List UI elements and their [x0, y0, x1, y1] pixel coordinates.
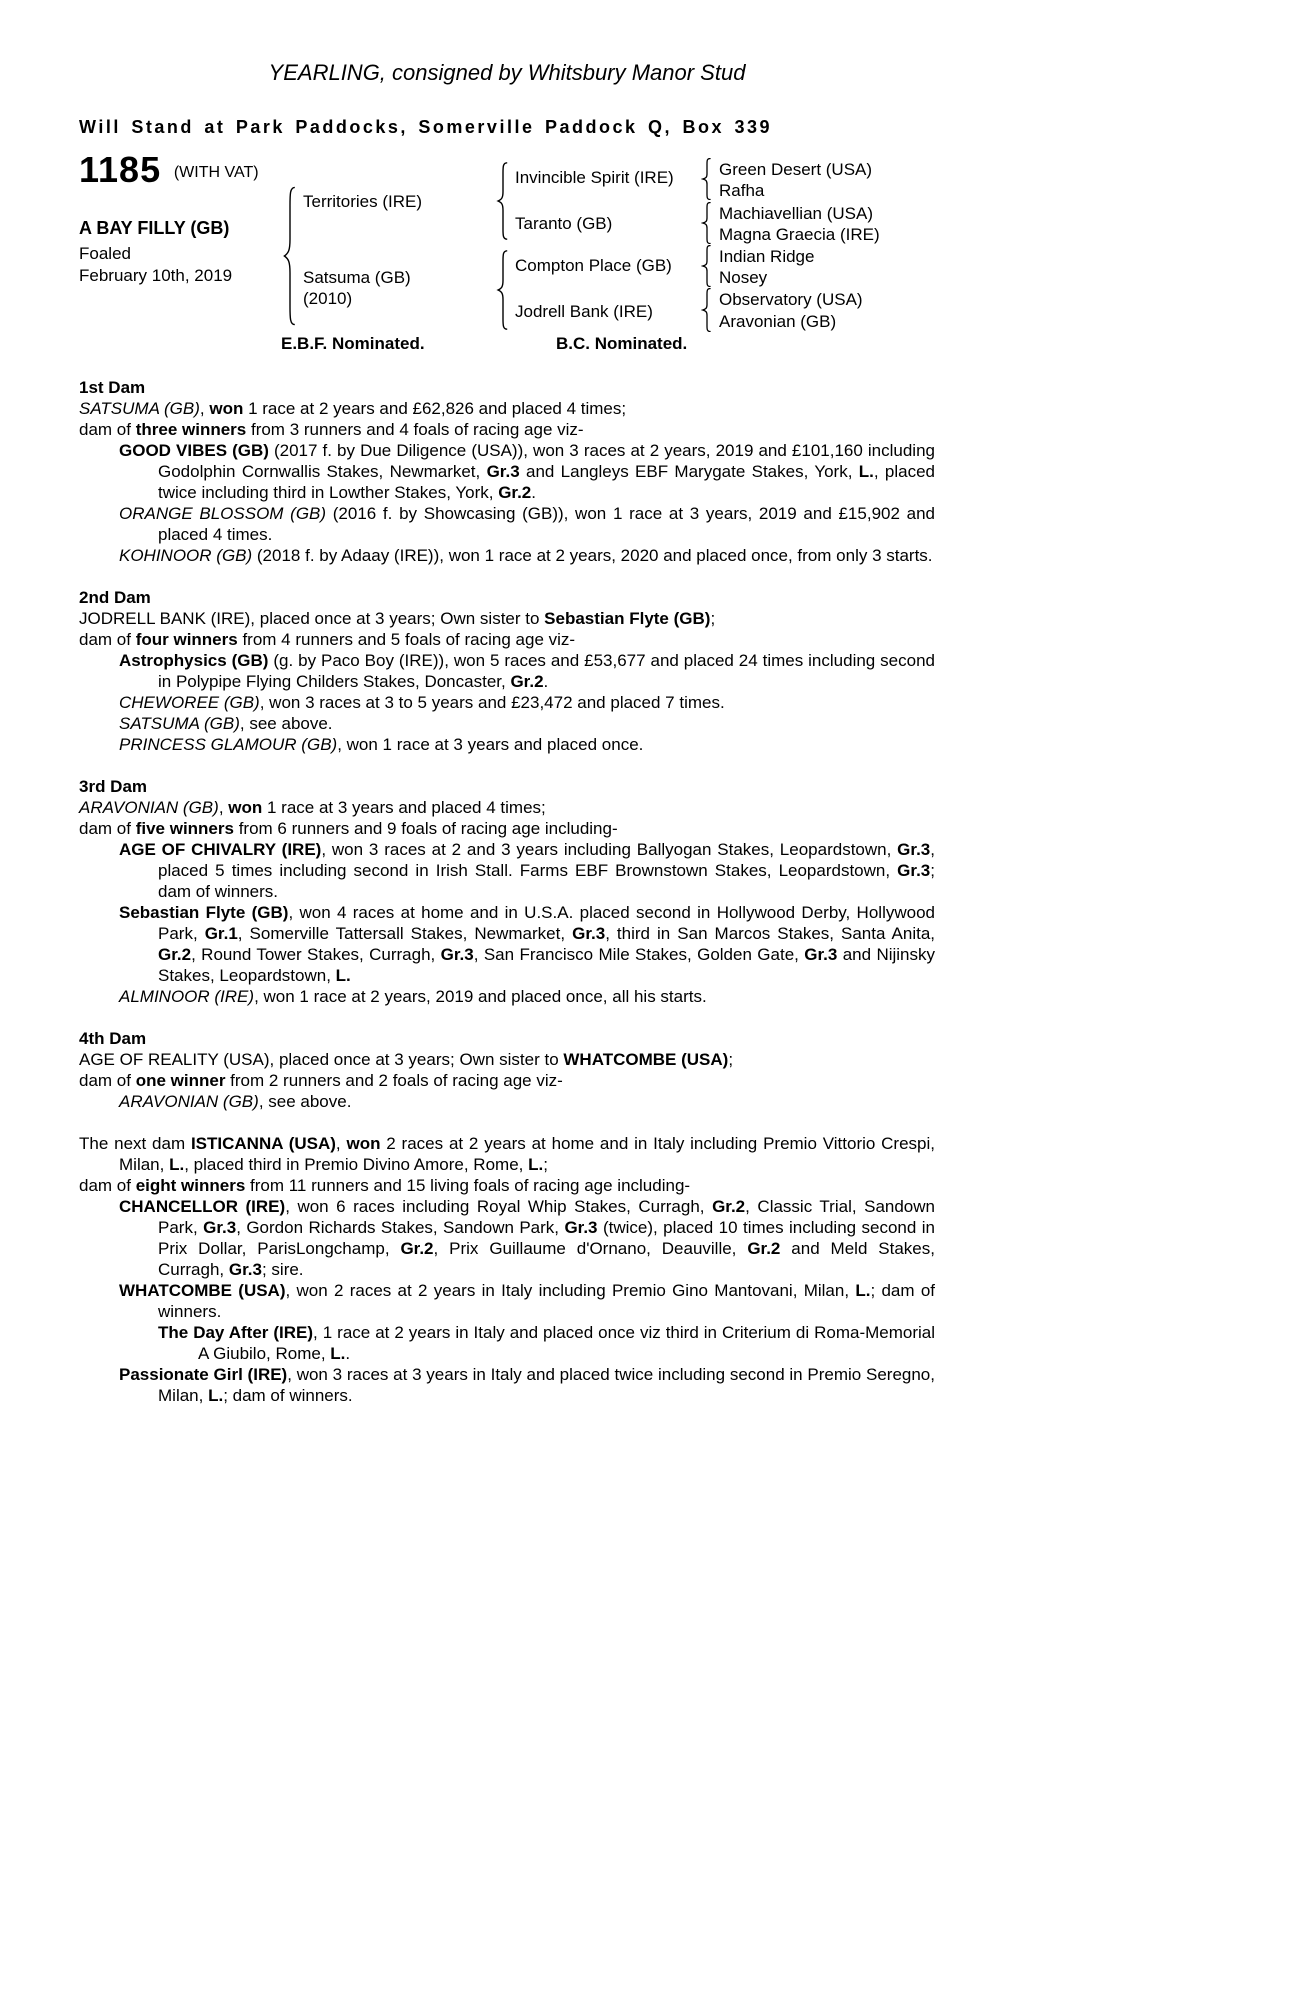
text-segment: 2 races at 2 years at home and in Italy including Premio Vittorio Crespi, Milan,: [119, 1134, 935, 1174]
text-segment: from 6 runners and 9 foals of racing age including-: [233, 819, 618, 838]
text-segment: ;: [710, 609, 716, 628]
sire-name: Territories (IRE): [303, 192, 423, 211]
catalogue-sections: [79, 377, 935, 1406]
text-segment: L.: [330, 1344, 346, 1363]
text-segment: , won 1 race at 3 years and placed once.: [337, 735, 644, 754]
text-segment: and Langleys EBF Marygate Stakes, York,: [519, 462, 859, 481]
text-segment: dam of: [79, 630, 136, 649]
text-segment: L.: [858, 462, 874, 481]
text-segment: ARAVONIAN (GB): [79, 798, 219, 817]
text-segment: Gr.2: [400, 1239, 434, 1258]
text-segment: , Classic Trial, Sandown Park,: [158, 1197, 935, 1237]
text-segment: dam of: [79, 819, 136, 838]
catalogue-paragraph: [79, 1280, 935, 1322]
text-segment: from 4 runners and 5 foals of racing age viz-: [237, 630, 576, 649]
text-segment: 1 race at 2 years and £62,826 and placed 4 times;: [243, 399, 627, 418]
catalogue-paragraph: [79, 1196, 935, 1280]
text-segment: .: [531, 483, 537, 502]
dam-dam-dam-name: Aravonian (GB): [719, 312, 837, 331]
text-segment: Gr.2: [712, 1197, 746, 1216]
text-segment: dam of: [79, 1071, 136, 1090]
catalogue-paragraph: [79, 419, 935, 440]
catalogue-paragraph: [79, 818, 935, 839]
text-segment: Passionate Girl (IRE): [119, 1365, 288, 1384]
dam-sire-dam-name: Nosey: [719, 268, 768, 287]
text-segment: , San Francisco Mile Stakes, Golden Gate,: [473, 945, 805, 964]
text-segment: , placed third in Premio Divino Amore, Rome,: [184, 1155, 529, 1174]
text-segment: Gr.3: [897, 861, 931, 880]
text-segment: Gr.1: [204, 924, 238, 943]
foaled-date: February 10th, 2019: [79, 266, 233, 285]
text-segment: dam of: [79, 420, 136, 439]
page-title: YEARLING, consigned by Whitsbury Manor Stud: [268, 60, 746, 85]
text-segment: L.: [208, 1386, 224, 1405]
text-segment: Gr.3: [486, 462, 520, 481]
text-segment: , won 2 races at 2 years in Italy including Premio Gino Mantovani, Milan,: [285, 1281, 856, 1300]
text-segment: Gr.3: [897, 840, 931, 859]
text-segment: won: [346, 1134, 381, 1153]
pedigree-text-section: [79, 1028, 935, 1112]
dam-sire-sire-name: Indian Ridge: [719, 247, 815, 266]
text-segment: L.: [335, 966, 351, 985]
text-segment: , Gordon Richards Stakes, Sandown Park,: [236, 1218, 565, 1237]
text-segment: , see above.: [239, 714, 333, 733]
text-segment: and Nijinsky Stakes, Leopardstown,: [158, 945, 936, 985]
bc-nominated: B.C. Nominated.: [556, 334, 688, 353]
pedigree-brace-sire-dam: [701, 202, 713, 244]
section-heading: 2nd Dam: [79, 588, 151, 607]
text-segment: , placed 5 times including second in Irish Stall. Farms EBF Brownstown Stakes, Leopardstown,: [158, 840, 935, 880]
sire-sire-dam-name: Rafha: [719, 181, 765, 200]
text-segment: ISTICANNA (USA): [190, 1134, 336, 1153]
text-segment: Sebastian Flyte (GB): [544, 609, 711, 628]
text-segment: L.: [528, 1155, 544, 1174]
text-segment: five winners: [135, 819, 234, 838]
text-segment: ;: [543, 1155, 548, 1174]
text-segment: ; sire.: [261, 1260, 304, 1279]
catalogue-paragraph: [79, 734, 935, 755]
text-segment: (twice), placed 10 times including second in Prix Dollar, ParisLongchamp,: [158, 1218, 935, 1258]
text-segment: CHEWOREE (GB): [119, 693, 260, 712]
text-segment: won: [228, 798, 263, 817]
text-segment: Gr.2: [158, 945, 192, 964]
text-segment: The Day After (IRE): [158, 1323, 314, 1342]
catalogue-paragraph: [79, 713, 935, 734]
text-segment: from 3 runners and 4 foals of racing age viz-: [246, 420, 584, 439]
pedigree-brace-dam-dam: [701, 288, 713, 332]
text-segment: L.: [169, 1155, 185, 1174]
dam-dam-sire-name: Observatory (USA): [719, 290, 863, 309]
text-segment: ; dam of winners.: [158, 1281, 936, 1321]
text-segment: , won 3 races at 3 years in Italy and placed twice including second in Premio Seregno, Milan,: [158, 1365, 935, 1405]
text-segment: L.: [855, 1281, 871, 1300]
text-segment: ,: [199, 399, 210, 418]
catalogue-paragraph: [79, 1322, 935, 1364]
lot-description: A BAY FILLY (GB): [79, 218, 230, 238]
text-segment: Gr.2: [747, 1239, 781, 1258]
text-segment: WHATCOMBE (USA): [563, 1050, 729, 1069]
text-segment: Gr.3: [564, 1218, 598, 1237]
pedigree-table: [79, 149, 935, 356]
catalogue-paragraph: [79, 692, 935, 713]
text-segment: three winners: [135, 420, 247, 439]
text-segment: GOOD VIBES (GB): [119, 441, 269, 460]
text-segment: , won 3 races at 3 to 5 years and £23,472 and placed 7 times.: [259, 693, 725, 712]
text-segment: , Round Tower Stakes, Curragh,: [191, 945, 441, 964]
catalogue-paragraph: [79, 1175, 935, 1196]
lot-header: [79, 149, 259, 190]
text-segment: KOHINOOR (GB): [119, 546, 253, 565]
pedigree-text-section: [79, 377, 935, 566]
text-segment: (2017 f. by Due Diligence (USA)), won 3 races at 2 years, 2019 and £101,160 including Godolphin Cornwallis Stakes, Newmarket,: [158, 441, 935, 481]
catalogue-paragraph: [79, 503, 935, 545]
text-segment: AGE OF REALITY (USA), placed once at 3 years; Own sister to: [79, 1050, 564, 1069]
text-segment: , placed twice including third in Lowther Stakes, York,: [158, 462, 936, 502]
text-segment: (2018 f. by Adaay (IRE)), won 1 race at 2 years, 2020 and placed once, from only 3 starts.: [252, 546, 933, 565]
text-segment: AGE OF CHIVALRY (IRE): [119, 840, 322, 859]
section-heading: 3rd Dam: [79, 777, 148, 796]
text-segment: Astrophysics (GB): [119, 651, 269, 670]
text-segment: SATSUMA (GB): [119, 714, 240, 733]
foaled-label: Foaled: [79, 244, 131, 263]
text-segment: Gr.2: [498, 483, 532, 502]
text-segment: ALMINOOR (IRE): [119, 987, 255, 1006]
pedigree-brace-sire-sire: [701, 158, 713, 200]
catalogue-paragraph: [79, 902, 935, 986]
catalogue-paragraph: [79, 1049, 935, 1070]
pedigree-text-section: [79, 587, 935, 755]
text-segment: won: [209, 399, 244, 418]
sire-dam-name: Taranto (GB): [515, 214, 613, 233]
text-segment: , won 3 races at 2 and 3 years including Ballyogan Stakes, Leopardstown,: [321, 840, 898, 859]
catalogue-paragraph: [79, 1133, 935, 1175]
text-segment: ORANGE BLOSSOM (GB): [119, 504, 327, 523]
sire-sire-name: Invincible Spirit (IRE): [515, 168, 674, 187]
stand-location: Will Stand at Park Paddocks, Somerville Paddock Q, Box 339: [79, 117, 773, 137]
text-segment: , third in San Marcos Stakes, Santa Anita,: [605, 924, 935, 943]
text-segment: eight winners: [135, 1176, 246, 1195]
text-segment: SATSUMA (GB): [79, 399, 200, 418]
text-segment: ARAVONIAN (GB): [119, 1092, 259, 1111]
text-segment: (g. by Paco Boy (IRE)), won 5 races and £53,677 and placed 24 times including second in Polypipe Flying Childers Stakes, Doncaster,: [158, 651, 935, 691]
text-segment: , 1 race at 2 years in Italy and placed once viz third in Criterium di Roma-Memorial A Giubilo, Rome,: [198, 1323, 936, 1363]
text-segment: JODRELL BANK (IRE), placed once at 3 years; Own sister to: [79, 609, 545, 628]
section-heading: 1st Dam: [79, 378, 146, 397]
catalogue-paragraph: [79, 650, 935, 692]
sire-sire-sire-name: Green Desert (USA): [719, 160, 873, 179]
catalogue-paragraph: [79, 629, 935, 650]
text-segment: ; dam of winners.: [223, 1386, 353, 1405]
pedigree-brace-sire: [496, 162, 510, 240]
catalogue-paragraph: [79, 1070, 935, 1091]
catalogue-paragraph: [79, 1091, 935, 1112]
text-segment: The next dam: [79, 1134, 191, 1153]
catalogue-paragraph: [79, 440, 935, 503]
text-segment: 1 race at 3 years and placed 4 times;: [262, 798, 546, 817]
text-segment: dam of: [79, 1176, 136, 1195]
text-segment: (2016 f. by Showcasing (GB)), won 1 race at 3 years, 2019 and £15,902 and placed 4 times.: [158, 504, 935, 544]
pedigree-brace-dam: [496, 250, 510, 330]
text-segment: , won 6 races including Royal Whip Stakes, Curragh,: [285, 1197, 713, 1216]
sire-dam-sire-name: Machiavellian (USA): [719, 204, 873, 223]
catalogue-paragraph: [79, 986, 935, 1007]
text-segment: , won 1 race at 2 years, 2019 and placed once, all his starts.: [254, 987, 707, 1006]
dam-dam-name: Jodrell Bank (IRE): [515, 302, 653, 321]
text-segment: Gr.3: [228, 1260, 262, 1279]
text-segment: from 11 runners and 15 living foals of racing age including-: [245, 1176, 691, 1195]
text-segment: four winners: [135, 630, 238, 649]
lot-number: 1185: [79, 149, 162, 190]
text-segment: and Meld Stakes, Curragh,: [158, 1239, 935, 1279]
catalogue-paragraph: [79, 797, 935, 818]
catalogue-paragraph: [79, 545, 935, 566]
lot-vat-note: (WITH VAT): [173, 164, 259, 181]
pedigree-text-section: [79, 1133, 935, 1406]
text-segment: .: [345, 1344, 351, 1363]
text-segment: CHANCELLOR (IRE): [119, 1197, 286, 1216]
text-segment: Gr.2: [510, 672, 544, 691]
text-segment: Sebastian Flyte (GB): [119, 903, 289, 922]
section-heading: 4th Dam: [79, 1029, 147, 1048]
text-segment: Gr.3: [440, 945, 474, 964]
text-segment: , won 4 races at home and in U.S.A. placed second in Hollywood Derby, Hollywood Park,: [158, 903, 935, 943]
pedigree-brace-main: [282, 186, 298, 326]
catalogue-paragraph: [79, 839, 935, 902]
text-segment: PRINCESS GLAMOUR (GB): [119, 735, 338, 754]
text-segment: , Somerville Tattersall Stakes, Newmarket,: [237, 924, 573, 943]
text-segment: ,: [335, 1134, 347, 1153]
catalogue-page: [79, 0, 935, 1406]
catalogue-paragraph: [79, 608, 935, 629]
text-segment: WHATCOMBE (USA): [119, 1281, 286, 1300]
text-segment: Gr.3: [572, 924, 606, 943]
dam-year: (2010): [303, 289, 353, 308]
text-segment: from 2 runners and 2 foals of racing age viz-: [225, 1071, 563, 1090]
catalogue-paragraph: [79, 1364, 935, 1406]
text-segment: , see above.: [258, 1092, 352, 1111]
pedigree-text-section: [79, 776, 935, 1007]
dam-name: Satsuma (GB): [303, 268, 411, 287]
text-segment: ;: [728, 1050, 734, 1069]
text-segment: , Prix Guillaume d'Ornano, Deauville,: [433, 1239, 748, 1258]
catalogue-paragraph: [79, 398, 935, 419]
text-segment: ,: [218, 798, 229, 817]
text-segment: ; dam of winners.: [158, 861, 935, 901]
sire-dam-dam-name: Magna Graecia (IRE): [719, 225, 880, 244]
ebf-nominated: E.B.F. Nominated.: [281, 334, 425, 353]
dam-sire-name: Compton Place (GB): [515, 256, 672, 275]
text-segment: Gr.3: [804, 945, 838, 964]
text-segment: one winner: [135, 1071, 226, 1090]
text-segment: Gr.3: [203, 1218, 237, 1237]
pedigree-brace-dam-sire: [701, 245, 713, 287]
text-segment: .: [543, 672, 549, 691]
